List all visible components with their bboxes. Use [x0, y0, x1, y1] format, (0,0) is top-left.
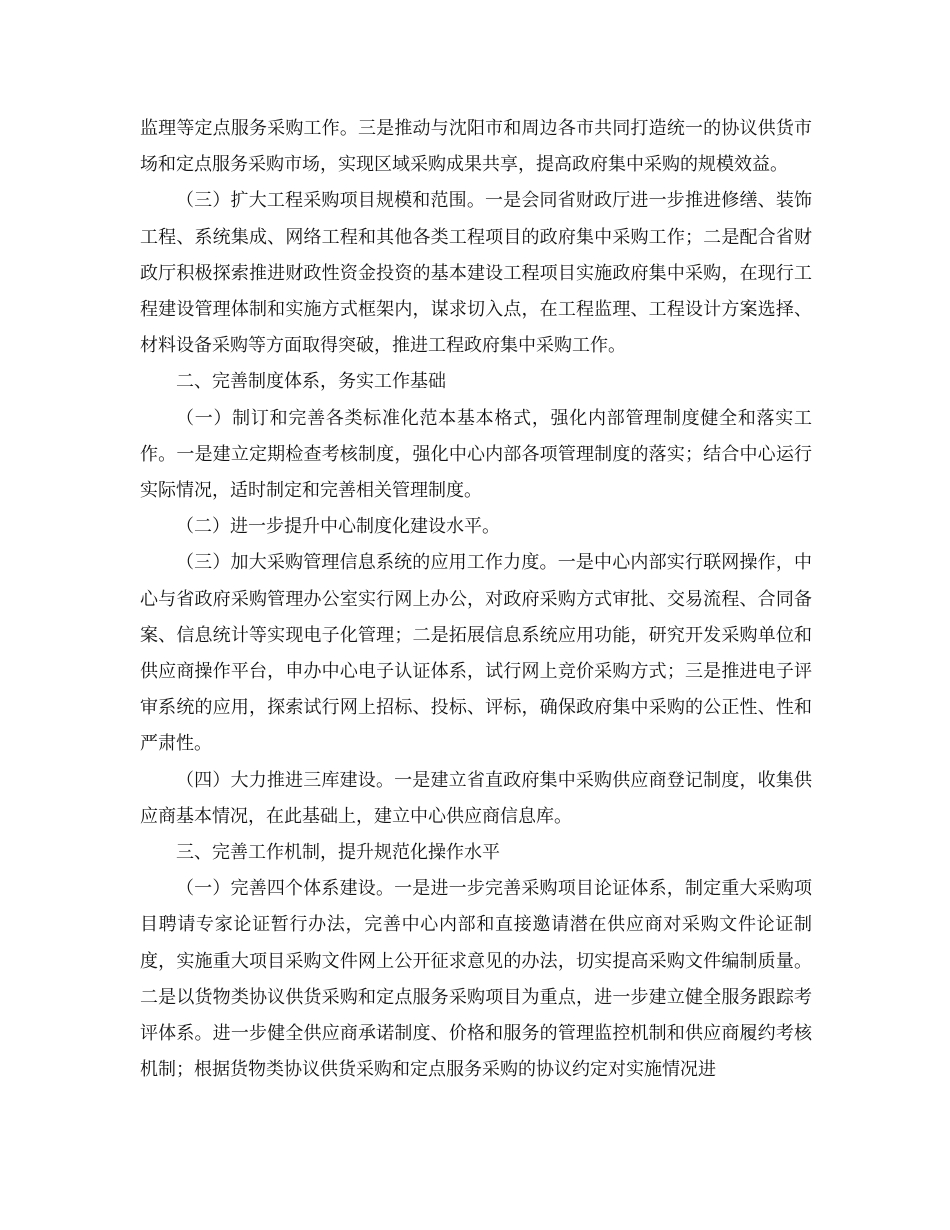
document-body — [140, 111, 812, 1088]
paragraph-three-databases: （四）大力推进三库建设。一是建立省直政府集中采购供应商登记制度，收集供应商基本情况，在此基础上，建立中心供应商信息库。 — [140, 769, 812, 827]
paragraph-engineering-procurement: （三）扩大工程采购项目规模和范围。一是会同省财政厅进一步推进修缮、装饰工程、系统集成、网络工程和其他各类工程项目的政府集中采购工作；二是配合省财政厅积极探索推进财政性资金投资的基本建设工程项目实施政府集中采购，在现行工程建设管理体制和实施方式框架内，谋求切入点，在工程监理、工程设计方案选择、材料设备采购等方面取得突破，推进工程政府集中采购工作。 — [140, 190, 812, 357]
paragraph-standard-templates: （一）制订和完善各类标准化范本基本格式，强化内部管理制度健全和落实工作。一是建立定期检查考核制度，强化中心内部各项管理制度的落实；结合中心运行实际情况，适时制定和完善相关管理制度。 — [140, 407, 812, 502]
section-heading-system: 二、完善制度体系，务实工作基础 — [176, 371, 446, 393]
paragraph-continuation: 监理等定点服务采购工作。三是推动与沈阳市和周边各市共同打造统一的协议供货市场和定点服务采购市场，实现区域采购成果共享，提高政府集中采购的规模效益。 — [140, 118, 812, 176]
section-heading-mechanism: 三、完善工作机制，提升规范化操作水平 — [176, 842, 500, 864]
paragraph-information-system: （三）加大采购管理信息系统的应用工作力度。一是中心内部实行联网操作，中心与省政府采购管理办公室实行网上办公，对政府采购方式审批、交易流程、合同备案、信息统计等实现电子化管理；二是拓展信息系统应用功能，研究开发采购单位和供应商操作平台，申办中心电子认证体系，试行网上竞价采购方式；三是推进电子评审系统的应用，探索试行网上招标、投标、评标，确保政府集中采购的公正性、性和严肃性。 — [140, 552, 812, 755]
paragraph-institutionalization: （二）进一步提升中心制度化建设水平。 — [176, 516, 500, 538]
paragraph-four-systems: （一）完善四个体系建设。一是进一步完善采购项目论证体系，制定重大采购项目聘请专家论证暂行办法，完善中心内部和直接邀请潜在供应商对采购文件论证制度，实施重大项目采购文件网上公开征求意见的办法，切实提高采购文件编制质量。二是以货物类协议供货采购和定点服务采购项目为重点，进一步建立健全服务跟踪考评体系。进一步健全供应商承诺制度、价格和服务的管理监控机制和供应商履约考核机制；根据货物类协议供货采购和定点服务采购的协议约定对实施情况进 — [140, 878, 812, 1081]
